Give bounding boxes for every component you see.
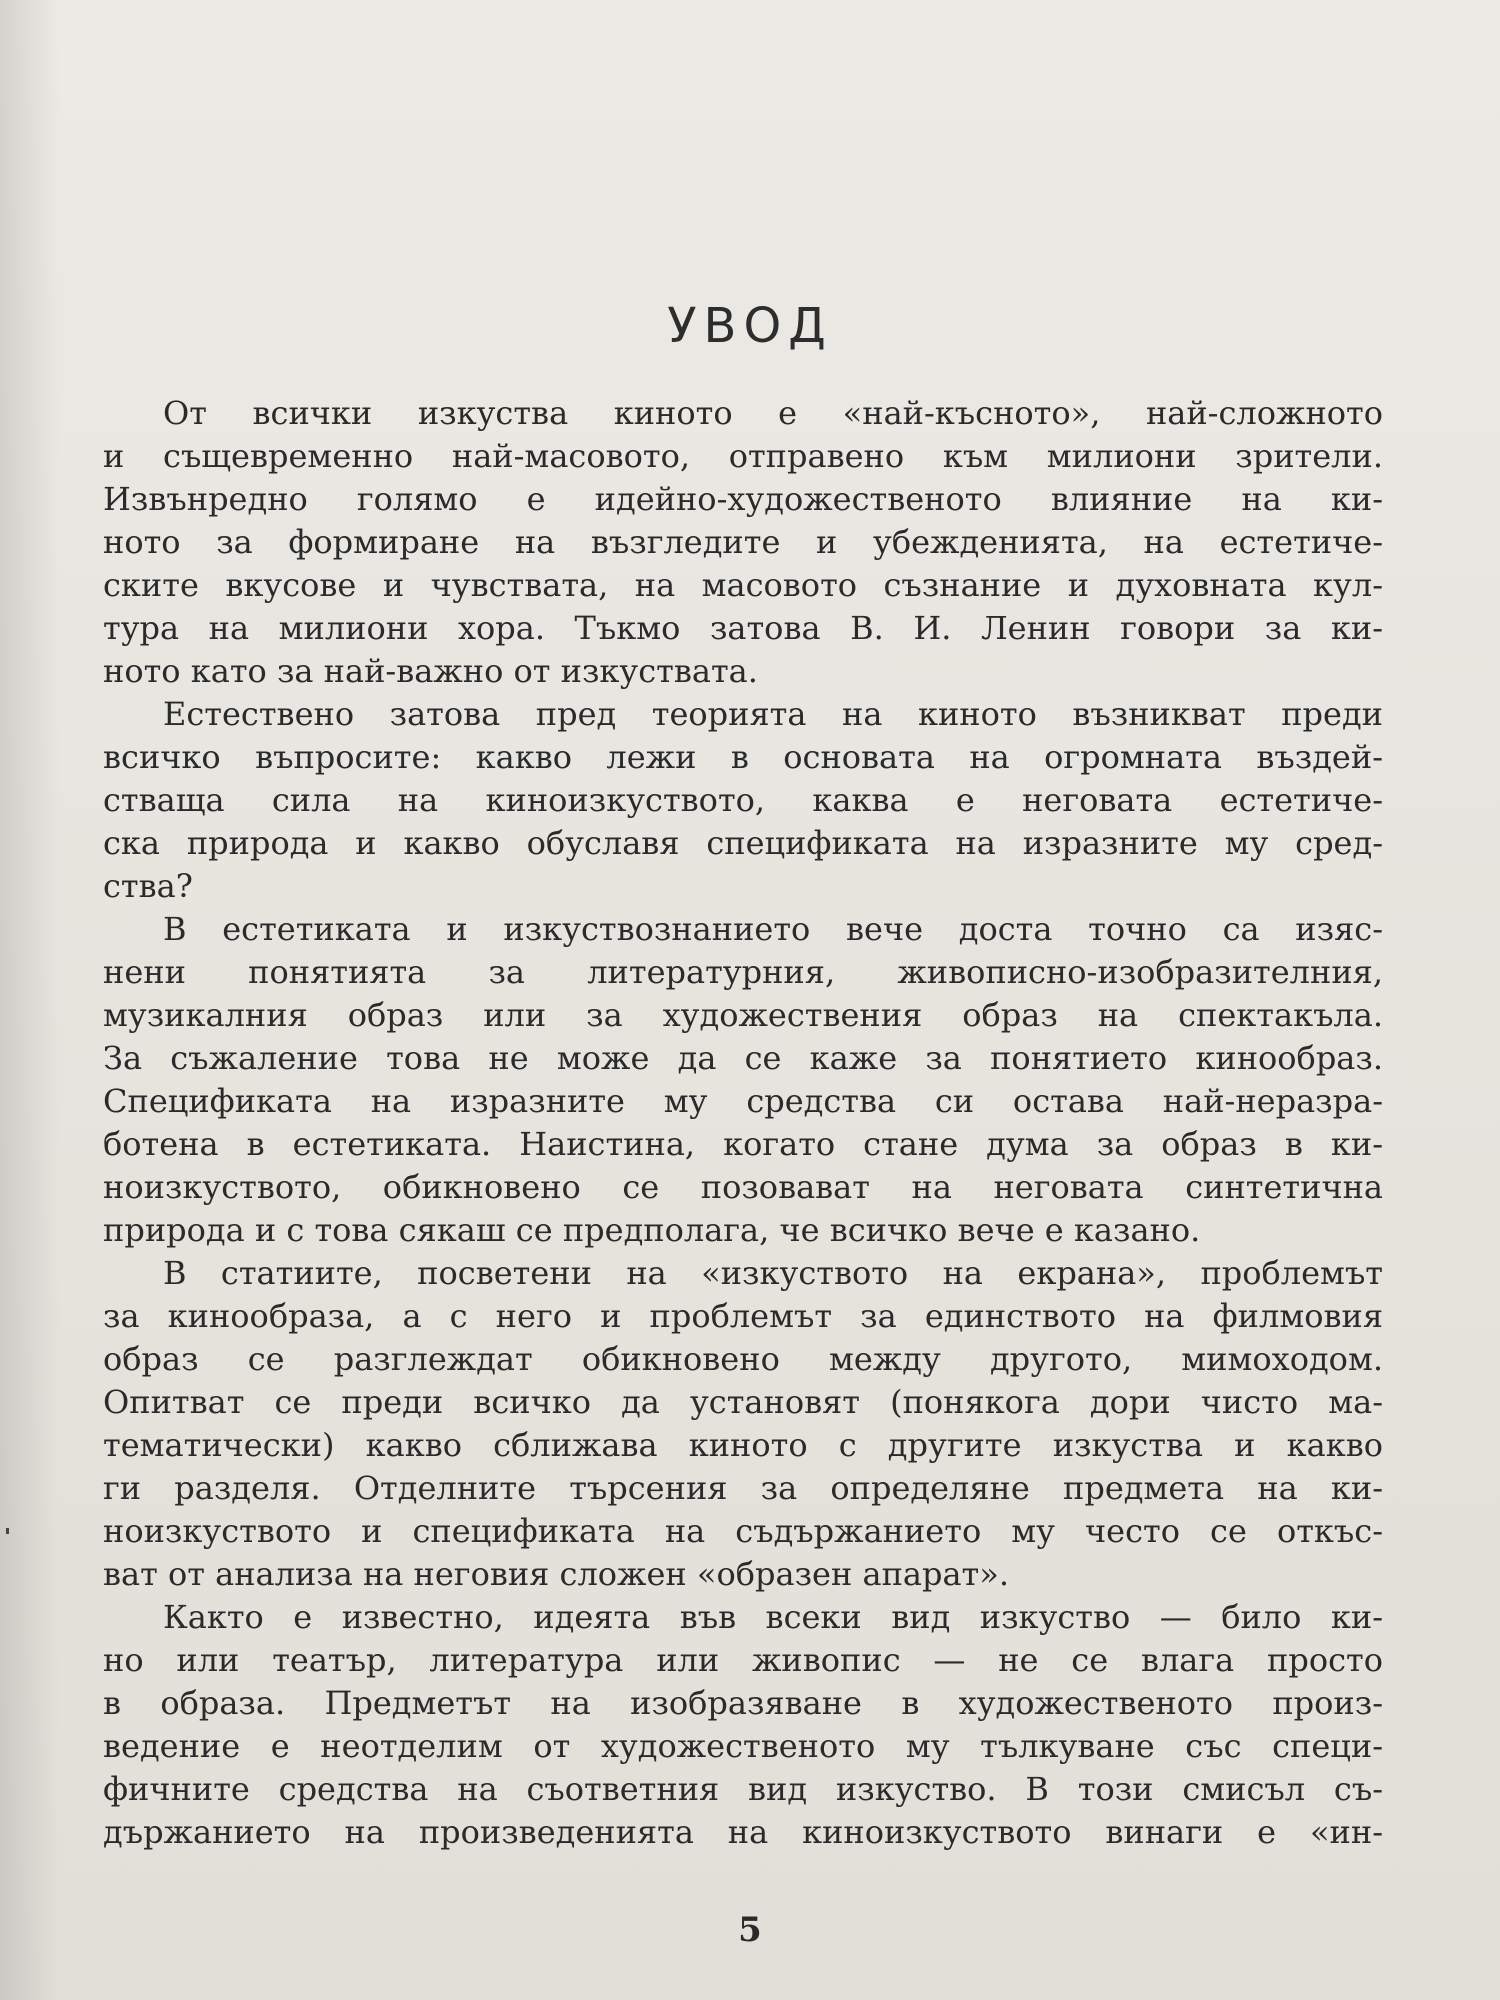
page-number: 5 <box>738 1910 762 1950</box>
text-line: и същевременно най-масовото, отправено към милиони зрители. <box>103 437 1383 475</box>
text-line: ведение е неотделим от художественото му тълкуване със специ- <box>103 1727 1383 1765</box>
text-line: ноизкуството, обикновено се позовават на неговата синтетична <box>103 1168 1383 1206</box>
text-line: стваща сила на киноизкуството, каква е неговата естетиче- <box>103 781 1383 819</box>
text-line: В статиите, посветени на «изкуството на екрана», проблемът <box>163 1254 1383 1292</box>
paragraph <box>103 693 1383 908</box>
body-text <box>103 392 1383 1854</box>
text-line: музикалния образ или за художествения образ на спектакъла. <box>103 996 1383 1034</box>
text-line: фичните средства на съответния вид изкуство. В този смисъл съ- <box>103 1770 1383 1808</box>
edge-mark <box>6 1528 9 1534</box>
text-line: в образа. Предметът на изобразяване в художественото произ- <box>103 1684 1383 1722</box>
text-line: ските вкусове и чувствата, на масовото съзнание и духовната кул- <box>103 566 1383 604</box>
paragraph <box>103 908 1383 1252</box>
text-line: Опитват се преди всичко да установят (понякога дори чисто ма- <box>103 1383 1383 1421</box>
text-line: ват от анализа на неговия сложен «образен апарат». <box>103 1555 1009 1593</box>
paragraph <box>103 392 1383 693</box>
text-line: За съжаление това не може да се каже за понятието кинообраз. <box>103 1039 1383 1077</box>
text-line: ска природа и какво обуславя спецификата на изразните му сред- <box>103 824 1383 862</box>
chapter-title: УВОД <box>667 298 833 354</box>
text-line: всичко въпросите: какво лежи в основата на огромната въздей- <box>103 738 1383 776</box>
text-line: ноизкуството и спецификата на съдържанието му често се откъс- <box>103 1512 1383 1550</box>
text-line: но или театър, литература или живопис — не се влага просто <box>103 1641 1383 1679</box>
text-line: От всички изкуства киното е «най-късното», най-сложното <box>163 394 1383 432</box>
text-line: държанието на произведенията на киноизкуството винаги е «ин- <box>103 1813 1383 1851</box>
text-line: тура на милиони хора. Тъкмо затова В. И. Ленин говори за ки- <box>103 609 1383 647</box>
text-line: Естествено затова пред теорията на киното възникват преди <box>163 695 1383 733</box>
paragraph <box>103 1252 1383 1596</box>
text-line: Спецификата на изразните му средства си остава най-неразра- <box>103 1082 1383 1120</box>
text-line: природа и с това сякаш се предполага, че всичко вече е казано. <box>103 1211 1201 1249</box>
text-line: образ се разглеждат обикновено между другото, мимоходом. <box>103 1340 1383 1378</box>
text-line: Както е известно, идеята във всеки вид изкуство — било ки- <box>163 1598 1383 1636</box>
text-line: ното като за най-важно от изкуствата. <box>103 652 758 690</box>
paragraph <box>103 1596 1383 1854</box>
text-line: тематически) какво сближава киното с другите изкуства и какво <box>103 1426 1383 1464</box>
text-line: ства? <box>103 867 193 905</box>
text-line: Извънредно голямо е идейно-художественото влияние на ки- <box>103 480 1383 518</box>
text-line: за кинообраза, а с него и проблемът за единството на филмовия <box>103 1297 1383 1335</box>
text-line: ги разделя. Отделните търсения за определяне предмета на ки- <box>103 1469 1383 1507</box>
text-line: В естетиката и изкуствознанието вече доста точно са изяс- <box>163 910 1383 948</box>
text-line: ното за формиране на възгледите и убежденията, на естетиче- <box>103 523 1383 561</box>
text-line: нени понятията за литературния, живописно-изобразителния, <box>103 953 1383 991</box>
text-line: ботена в естетиката. Наистина, когато стане дума за образ в ки- <box>103 1125 1383 1163</box>
